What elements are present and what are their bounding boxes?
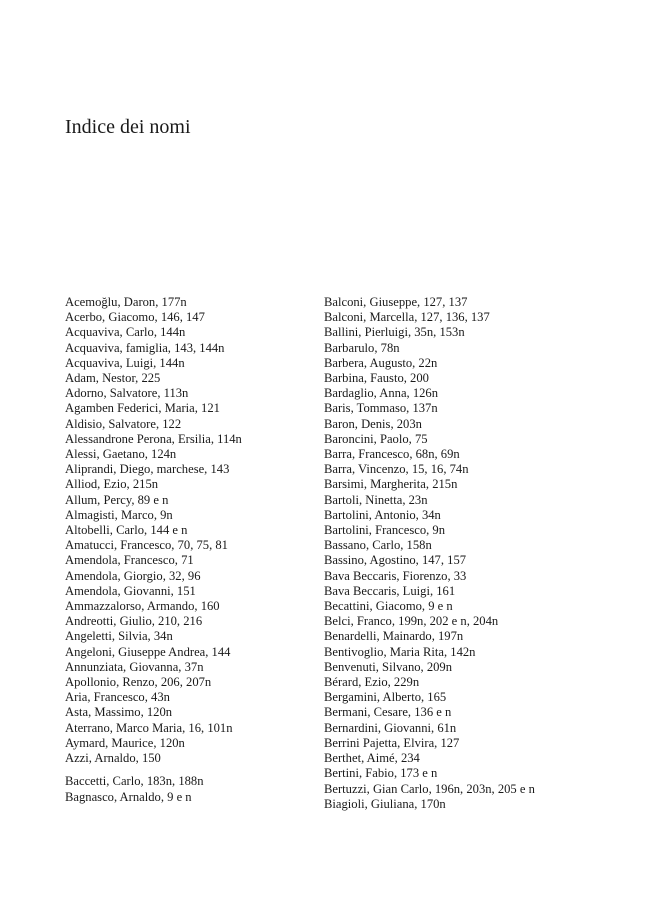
index-entry: Acquaviva, Carlo, 144n	[65, 325, 186, 340]
index-entry: Bergamini, Alberto, 165	[324, 690, 447, 705]
index-entry: Amatucci, Francesco, 70, 75, 81	[65, 538, 228, 553]
index-entry: Bartoli, Ninetta, 23n	[324, 492, 428, 507]
index-entry: Aymard, Maurice, 120n	[65, 735, 185, 750]
index-entry: Allum, Percy, 89 e n	[65, 492, 169, 507]
index-entry: Alliod, Ezio, 215n	[65, 477, 159, 492]
index-entry: Aliprandi, Diego, marchese, 143	[65, 462, 230, 477]
index-entry: Apollonio, Renzo, 206, 207n	[65, 675, 212, 690]
index-column-left	[65, 295, 310, 805]
index-entry: Berthet, Aimé, 234	[324, 751, 420, 766]
index-entry: Bava Beccaris, Luigi, 161	[324, 583, 456, 598]
index-entry: Barbarulo, 78n	[324, 340, 400, 355]
index-entry: Bartolini, Francesco, 9n	[324, 523, 446, 538]
index-entry: Azzi, Arnaldo, 150	[65, 751, 161, 766]
index-entry: Bassino, Agostino, 147, 157	[324, 553, 467, 568]
index-entry: Barbina, Fausto, 200	[324, 371, 429, 386]
index-entry: Angeletti, Silvia, 34n	[65, 629, 173, 644]
index-entry: Aterrano, Marco Maria, 16, 101n	[65, 720, 233, 735]
index-entry: Acerbo, Giacomo, 146, 147	[65, 310, 205, 325]
index-entry: Amendola, Giorgio, 32, 96	[65, 568, 201, 583]
index-entry: Aldisio, Salvatore, 122	[65, 416, 182, 431]
index-entry: Bertuzzi, Gian Carlo, 196n, 203n, 205 e n	[324, 781, 535, 796]
index-entry: Baccetti, Carlo, 183n, 188n	[65, 774, 204, 789]
page-title: Indice dei nomi	[65, 116, 191, 138]
index-entry: Acquaviva, Luigi, 144n	[65, 355, 185, 370]
index-entry: Aria, Francesco, 43n	[65, 690, 170, 705]
index-entry: Becattini, Giacomo, 9 e n	[324, 599, 453, 614]
index-entry: Adam, Nestor, 225	[65, 371, 161, 386]
index-entry: Barbera, Augusto, 22n	[324, 355, 438, 370]
index-entry: Bagnasco, Arnaldo, 9 e n	[65, 789, 192, 804]
index-entry: Baris, Tommaso, 137n	[324, 401, 438, 416]
index-entry: Annunziata, Giovanna, 37n	[65, 659, 204, 674]
index-entry: Ammazzalorso, Armando, 160	[65, 599, 220, 614]
index-entry: Benardelli, Mainardo, 197n	[324, 629, 464, 644]
index-entry: Bernardini, Giovanni, 61n	[324, 720, 457, 735]
index-entry: Bartolini, Antonio, 34n	[324, 507, 441, 522]
index-entry: Bassano, Carlo, 158n	[324, 538, 432, 553]
index-entry: Biagioli, Giuliana, 170n	[324, 796, 446, 811]
index-entry: Altobelli, Carlo, 144 e n	[65, 523, 188, 538]
index-entry: Barsimi, Margherita, 215n	[324, 477, 458, 492]
index-entry: Amendola, Giovanni, 151	[65, 583, 196, 598]
index-entry: Amendola, Francesco, 71	[65, 553, 194, 568]
index-entry: Bardaglio, Anna, 126n	[324, 386, 439, 401]
index-entry: Berrini Pajetta, Elvira, 127	[324, 735, 460, 750]
index-entry: Adorno, Salvatore, 113n	[65, 386, 189, 401]
index-entry: Almagisti, Marco, 9n	[65, 507, 173, 522]
index-entry: Acemoğlu, Daron, 177n	[65, 295, 187, 309]
index-entry: Baron, Denis, 203n	[324, 416, 422, 431]
index-entry: Barra, Vincenzo, 15, 16, 74n	[324, 462, 469, 477]
index-entry: Bertini, Fabio, 173 e n	[324, 766, 438, 781]
index-entry: Alessi, Gaetano, 124n	[65, 447, 177, 462]
index-column-right	[324, 295, 624, 812]
index-entry: Agamben Federici, Maria, 121	[65, 401, 220, 416]
index-entry: Ballini, Pierluigi, 35n, 153n	[324, 325, 465, 340]
index-entry: Barra, Francesco, 68n, 69n	[324, 447, 460, 462]
index-entry: Angeloni, Giuseppe Andrea, 144	[65, 644, 231, 659]
index-entry: Alessandrone Perona, Ersilia, 114n	[65, 431, 242, 446]
index-entry: Balconi, Giuseppe, 127, 137	[324, 295, 468, 309]
index-entry: Benvenuti, Silvano, 209n	[324, 659, 453, 674]
index-entry: Asta, Massimo, 120n	[65, 705, 173, 720]
index-entry: Andreotti, Giulio, 210, 216	[65, 614, 203, 629]
index-entry: Bava Beccaris, Fiorenzo, 33	[324, 568, 467, 583]
index-entry: Bentivoglio, Maria Rita, 142n	[324, 644, 476, 659]
index-entry: Belci, Franco, 199n, 202 e n, 204n	[324, 614, 499, 629]
index-entry: Bermani, Cesare, 136 e n	[324, 705, 452, 720]
index-entry: Bérard, Ezio, 229n	[324, 675, 420, 690]
index-entry: Acquaviva, famiglia, 143, 144n	[65, 340, 225, 355]
index-entry: Baroncini, Paolo, 75	[324, 431, 428, 446]
index-entry: Balconi, Marcella, 127, 136, 137	[324, 310, 490, 325]
